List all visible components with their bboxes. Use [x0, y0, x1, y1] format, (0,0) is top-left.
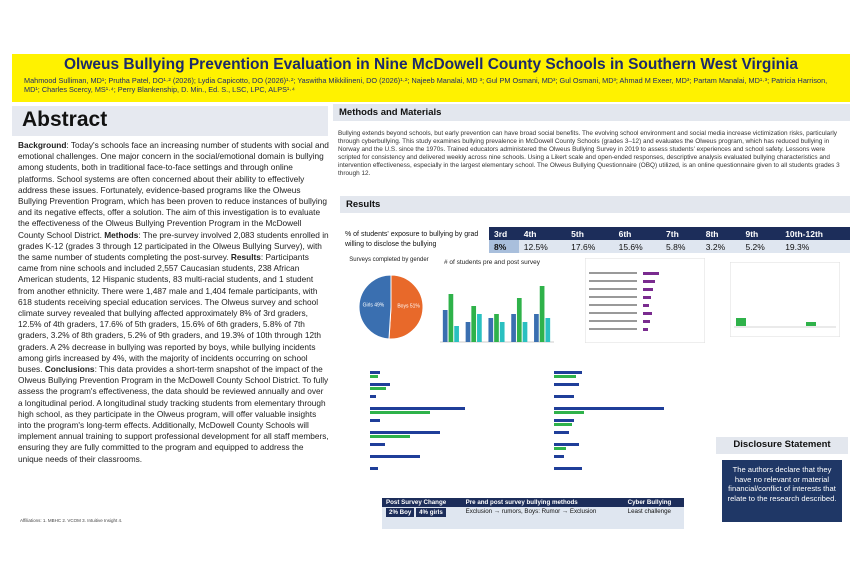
grade-value-0: 8% [489, 240, 519, 253]
author-list: Mahmood Sulliman, MD¹; Prutha Patel, DO¹·² (2026); Lydia Capicotto, DO (2026)¹·²; Yaswitha Mikkilineni, DO (2026)¹·²; Najeeb Manalai, MD ³; Gul PM Osmani, MD³; Gul Osmani, MD³; Ahmad M Exeer, MD³; Partam Manalai, MD¹·³; Patricia Harrison, MD¹; Charles Scercy, MS¹·⁴; Perry Blankenship, D. Min., Ed. S., LSC, LPC, ALPS¹·⁴ [24, 76, 828, 94]
results-text: : Participants came from nine schools and included 2,557 Caucasian students, 238 African American students, 12 Hispanic students, 83 multi-racial students, and 1 student from another ethnicity. There were 1,487 male and 1,404 female participants, with 618 students receiving special education services. The Olweus survey and school climate survey revealed that bullying affected approximately 8% of 3rd graders, 12.5% of 4th graders, 17.6% of 5th graders, 15.6% of 6th graders, 5.8% of 7th graders, 3.2% of 8th graders, 5.2% of 9th graders, and 19.3% of 10th through 12th graders. A 2% decrease in bullying was reported by boys, while bullying incidents among girls increased by 4%, with the majority of incidents occurring on school buses. [18, 252, 322, 375]
bar-other-1 [454, 326, 459, 342]
background-label: Background [18, 140, 67, 150]
grade-value-3: 15.6% [614, 240, 661, 253]
bar-post-2 [471, 306, 476, 342]
grade-value-4: 5.8% [661, 240, 701, 253]
disclosure-text: The authors declare that they have no relevant or material financial/conflict of interests that relate to the research described. [722, 460, 842, 522]
results-label: Results [230, 252, 261, 263]
disclosure-heading-bar [716, 437, 848, 454]
grade-header-5: 8th [701, 227, 741, 240]
summary-header-methods: Pre and post survey bullying methods [462, 498, 624, 507]
grade-header-3: 6th [614, 227, 661, 240]
boy-change-badge: 2% Boy [386, 508, 414, 517]
bar-post-1 [449, 294, 454, 342]
bar-post-3 [494, 314, 499, 342]
bar-other-5 [545, 318, 550, 342]
grade-value-7: 19.3% [780, 240, 850, 253]
gender-pie-chart [356, 272, 426, 342]
grade-table [489, 227, 850, 253]
conclusions-text: : This data provides a short-term snapshot of the impact of the Olweus Bullying Prevention Program in the McDowell County School District. To fully assess the program's effectiveness, the data should be reviewed annually and over a longitudinal period. A longitudinal study tracking students from elementary through high school, as they participate in the Olweus program, will offer valuable insights into the program's long-term effects. Additionally, McDowell County Schools will implement annual training to support professional development for all staff members, ensuring they are fully committed to the program and equipped to address the unique needs of their classrooms. [18, 364, 329, 464]
grade-header-7: 10th-12th [780, 227, 850, 240]
grade-stat-label: % of students' exposure to bullying by grad willing to disclose the bullying [345, 231, 479, 248]
methods-change-cell: Exclusion → rumors, Boys: Rumor → Exclusion [462, 507, 624, 529]
abstract-heading: Abstract [22, 108, 108, 131]
pie-label-boys: Boys 51% [397, 303, 420, 310]
pre-post-bar-chart [432, 270, 562, 350]
grade-value-6: 5.2% [740, 240, 780, 253]
conclusions-label: Conclusions [44, 364, 95, 375]
title-banner [12, 54, 850, 102]
grade-header-0: 3rd [489, 227, 519, 240]
bar-post-4 [517, 298, 522, 342]
methods-label: Methods [104, 229, 139, 240]
abstract-heading-bar [12, 106, 328, 136]
pie-chart-title: Surveys completed by gender [349, 257, 429, 263]
summary-table [382, 498, 684, 529]
results-heading-bar [340, 196, 850, 213]
bar-post-5 [540, 286, 545, 342]
ways-bullied-mini-chart [585, 258, 705, 343]
summary-header-change: Post Survey Change [382, 498, 462, 507]
cyber-cell: Least challenge [624, 507, 684, 529]
grade-value-5: 3.2% [701, 240, 741, 253]
survey-change-cell [382, 507, 462, 529]
grade-header-1: 4th [519, 227, 566, 240]
methods-text: : The pre-survey involved 2,083 students enrolled in grades K-12 (grades 3 through 12 participated in the Olweus Bullying Survey), with the same number of students completing the post-survey. [18, 229, 329, 263]
methods-paragraph: Bullying extends beyond schools, but early prevention can have broad social benefits. The evolving school environment and social media increase victimization risks, particularly through cyberbullying. This study examines bullying prevalence in McDowell County Schools (grades 3–12) and evaluates the Olweus program, which has reduced bullying in Norway and the U.S. since the 1970s. Trained educators administered the Olweus Bullying Survey in 2019 to assess students' experiences and school safety. Lessons were scripted for consistency and delivered weekly across nine schools. Using a Likert scale and open-ended responses, descriptive analysis evaluated bullying characteristics and intervention effectiveness, especially in the largest elementary school. The Olweus Bullying Questionnaire (OBQ) utilized, is an online questionnaire given to all students grades 3 through 12. [338, 130, 840, 177]
abstract-body [18, 140, 330, 465]
bar-pre-4 [511, 314, 516, 342]
bar-other-2 [477, 314, 482, 342]
results-heading: Results [346, 199, 381, 210]
disclosure-heading: Disclosure Statement [733, 439, 831, 450]
bullied-by-location-chart [342, 365, 682, 495]
background-text: : Today's schools face an increasing number of students with social and emotional challenges. One major concern in the social/emotional domain is bullying among students, both in traditional face-to-face settings and through online platforms. School systems are often concerned about their ability to effectively address these issues. Fortunately, evidence-based programs like the Olweus Bullying Prevention Program, which has been proven to reduce instances of bullying and its negative effects, offer a solution. The aim of this investigation is to evaluate the effectiveness of the Olweus Bullying Prevention Program in the McDowell County School District. [18, 140, 329, 240]
grade-header-2: 5th [566, 227, 613, 240]
bar-other-3 [500, 322, 505, 342]
grade-value-1: 12.5% [519, 240, 566, 253]
grade-header-6: 9th [740, 227, 780, 240]
pie-label-girls: Girls 49% [362, 302, 385, 309]
bar-pre-2 [466, 322, 471, 342]
trend-mini-chart [730, 262, 840, 337]
methods-heading: Methods and Materials [339, 107, 442, 118]
bar-chart-title: # of students pre and post survey [443, 259, 541, 266]
summary-header-cyber: Cyber Bullying [624, 498, 684, 507]
methods-heading-bar [333, 104, 850, 121]
affiliations: Affiliations: 1. MBHC 2. VCOM 3. Intuitive Insight 4. [20, 518, 123, 523]
girl-change-badge: 4% girls [416, 508, 446, 517]
poster-title: Olweus Bullying Prevention Evaluation in Nine McDowell County Schools in Southern West Virginia [63, 56, 799, 73]
bar-other-4 [523, 322, 528, 342]
bar-pre-3 [488, 318, 493, 342]
bar-pre-5 [534, 314, 539, 342]
grade-header-4: 7th [661, 227, 701, 240]
bar-pre-1 [443, 310, 448, 342]
grade-value-2: 17.6% [566, 240, 613, 253]
